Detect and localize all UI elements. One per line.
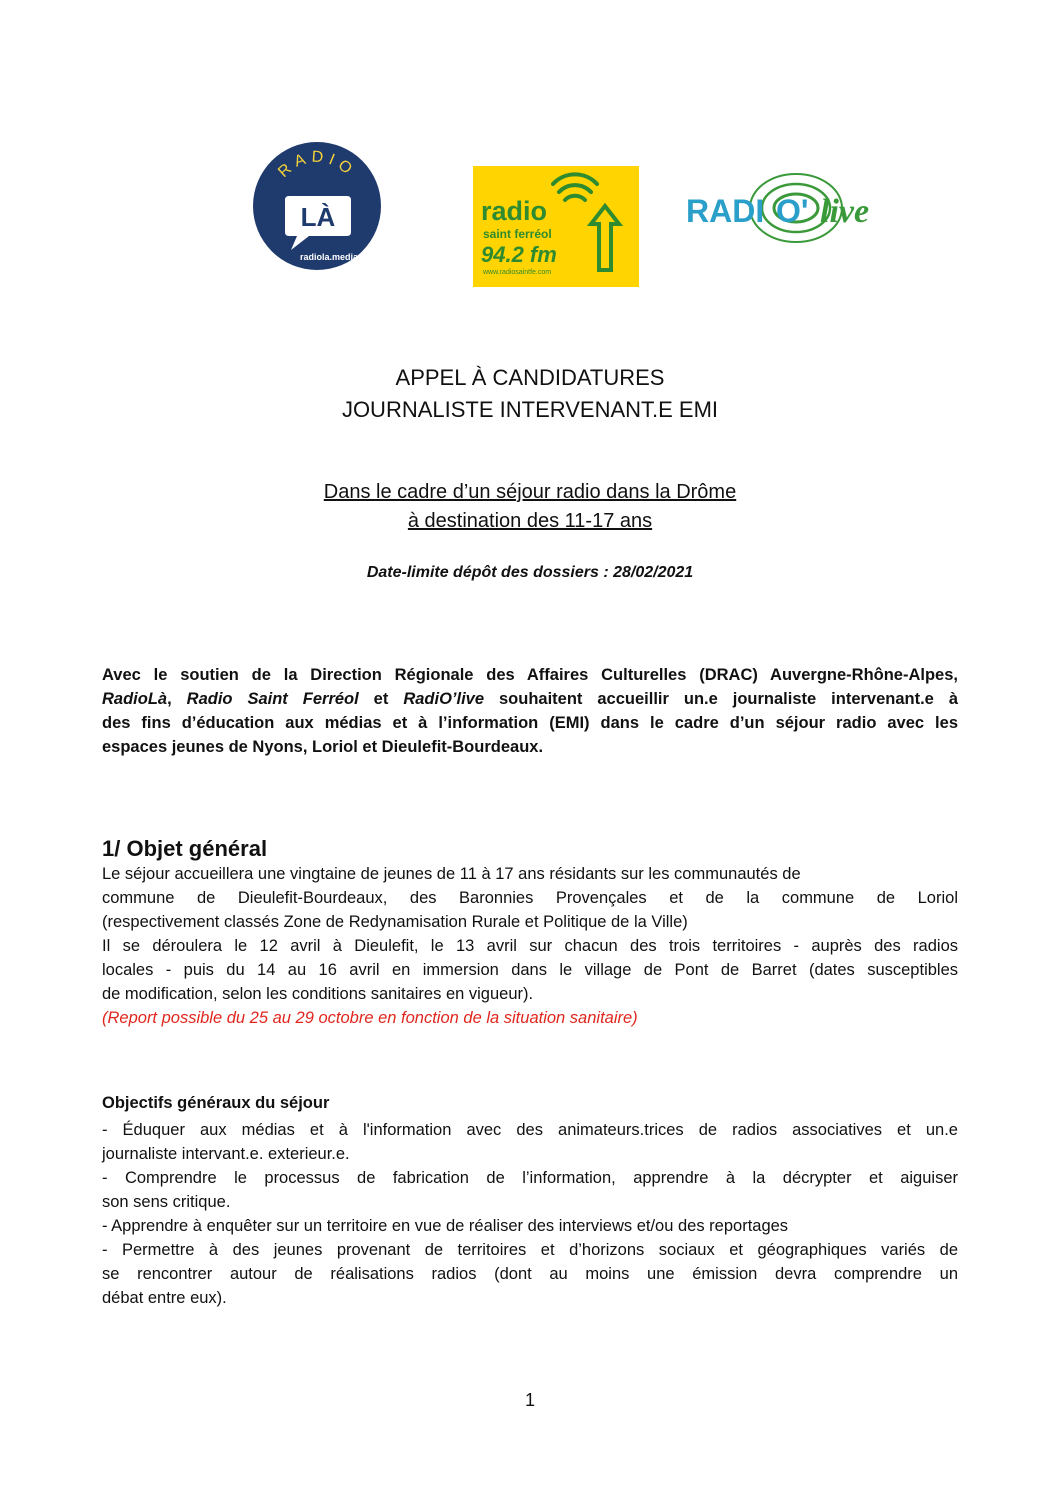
radiola-top-text: RADIO [275, 148, 359, 182]
objective-line-6: - Permettre à des jeunes provenant de territoires et d’horizons sociaux et géographiques variés de [102, 1241, 958, 1259]
objectives-list [102, 1118, 958, 1310]
section-1-paragraph [102, 862, 958, 1030]
intro-line-1: Avec le soutien de la Direction Régionale des Affaires Culturelles (DRAC) Auvergne-Rhône-Alpes, [102, 666, 958, 684]
subtitle-line-1: Dans le cadre d’un séjour radio dans la Drôme [323, 481, 737, 503]
intro-sep-1: , [167, 690, 187, 708]
section-1-heading: 1/ Objet général [102, 836, 268, 861]
subtitle-line-2: à destination des 11-17 ans [407, 510, 653, 532]
radio-saint-ferreol-logo [473, 166, 639, 287]
intro-line-3: des fins d’éducation aux médias et à l’information (EMI) dans le cadre d’un séjour radio avec les [102, 714, 958, 732]
objective-line-2: journaliste intervant.e. exterieur.e. [102, 1145, 350, 1163]
report-note: (Report possible du 25 au 29 octobre en fonction de la situation sanitaire) [102, 1009, 638, 1027]
radiola-main-text: LÀ [300, 202, 336, 232]
objective-line-4: son sens critique. [102, 1193, 231, 1211]
p1-line-4: Il se déroulera le 12 avril à Dieulefit, le 13 avril sur chacun des trois territoires - auprès des radios [102, 937, 958, 955]
objective-line-8: débat entre eux). [102, 1289, 227, 1307]
p1-line-2: commune de Dieulefit-Bourdeaux, des Baronnies Provençales et de la commune de Loriol [102, 889, 958, 907]
title-line-2: JOURNALISTE INTERVENANT.E EMI [341, 397, 719, 422]
intro-radiolive: RadiO’live [403, 690, 485, 708]
radiolive-text-b: O' [776, 193, 809, 229]
intro-line-2 [102, 687, 958, 711]
page-number: 1 [524, 1390, 535, 1410]
saint-ferreol-url-text: www.radiosaintfe.com [483, 269, 552, 276]
objective-line-7: se rencontrer autour de réalisations radios (dont au moins une émission devra comprendre un [102, 1265, 958, 1283]
intro-radiola: RadioLà [102, 690, 168, 708]
objective-line-3: - Comprendre le processus de fabrication de l’information, apprendre à la décrypter et aiguiser [102, 1169, 958, 1187]
deadline: Date-limite dépôt des dossiers : 28/02/2021 [366, 564, 694, 581]
saint-ferreol-radio-text: radio [481, 196, 548, 226]
radiolive-text-c: live [820, 193, 870, 230]
title-line-1: APPEL À CANDIDATURES [395, 365, 665, 390]
objectives-heading: Objectifs généraux du séjour [102, 1094, 330, 1112]
radiola-url-text: radiola.media [299, 252, 359, 262]
p1-line-1: Le séjour accueillera une vingtaine de jeunes de 11 à 17 ans résidants sur les communautés de [102, 865, 801, 883]
intro-sep-2: et [358, 690, 404, 708]
intro-saintferreol: Radio Saint Ferréol [186, 690, 359, 708]
saint-ferreol-frequency-text: 94.2 fm [481, 242, 557, 267]
p1-line-6: de modification, selon les conditions sanitaires en vigueur). [102, 985, 534, 1003]
radiolive-text-a: RADI [686, 193, 765, 229]
p1-line-5: locales - puis du 14 au 16 avril en immersion dans le village de Pont de Barret (dates susceptibles [102, 961, 958, 979]
intro-line-2-rest: souhaitent accueillir un.e journaliste intervenant.e à [484, 690, 959, 708]
objective-line-5: - Apprendre à enquêter sur un territoire en vue de réaliser des interviews et/ou des reportages [102, 1217, 789, 1235]
p1-line-3: (respectivement classés Zone de Redynamisation Rurale et Politique de la Ville) [102, 913, 688, 931]
objective-line-1: - Éduquer aux médias et à l'information avec des animateurs.trices de radios associatives et un.e [102, 1121, 958, 1139]
saint-ferreol-name-text: saint ferréol [483, 227, 552, 241]
radiola-logo [251, 140, 383, 272]
radiolive-logo [684, 166, 928, 250]
intro-line-4: espaces jeunes de Nyons, Loriol et Dieulefit-Bourdeaux. [102, 738, 544, 756]
intro-paragraph [102, 663, 958, 759]
